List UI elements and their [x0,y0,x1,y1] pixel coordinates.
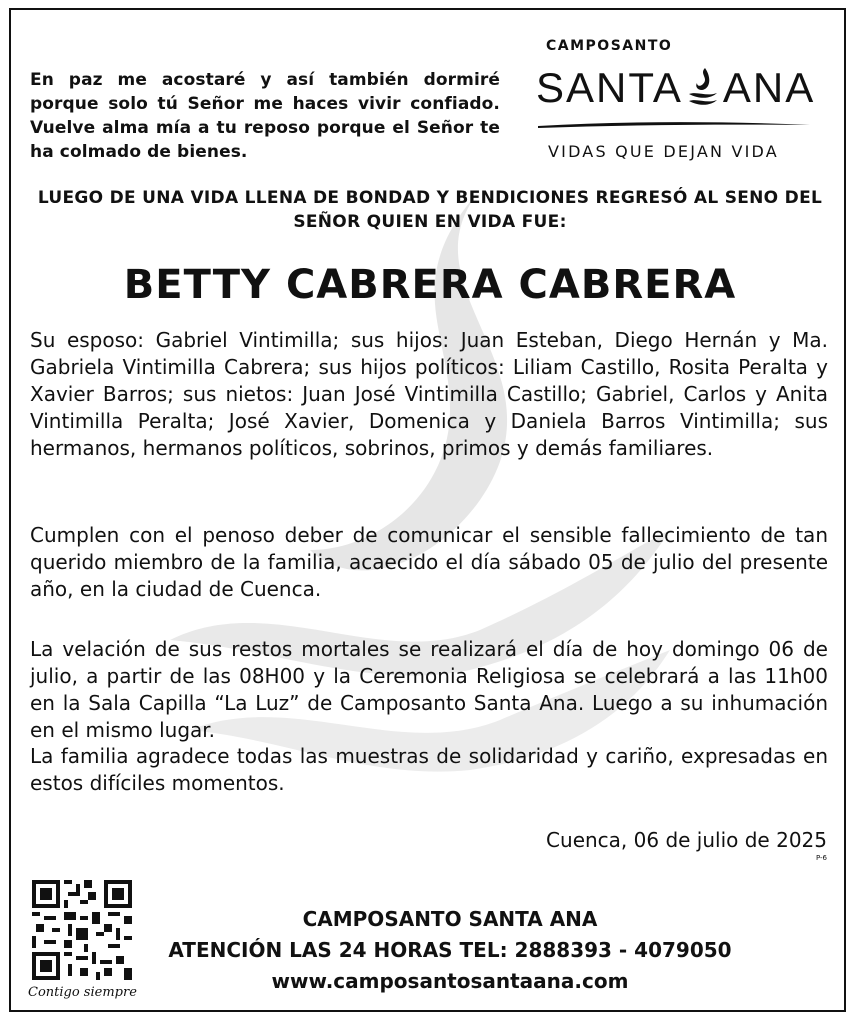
camposanto-logo [530,38,820,168]
footer-company: CAMPOSANTO SANTA ANA [302,907,598,931]
logo-main-text [536,64,815,112]
psalm-verse: En paz me acostaré y así también dormiré porque solo tú Señor me haces vivir confiado. Vuelve alma mía a tu reposo porque el Señor te ha colmado de bienes. [30,70,500,162]
flame-icon [683,64,723,106]
qr-caption: Contigo siempre [28,985,137,1000]
thanks-paragraph: La familia agradece todas las muestras de solidaridad y cariño, expresadas en estos difíciles momentos. [30,744,828,795]
deceased-name: BETTY CABRERA CABRERA [123,262,737,308]
page-code: P-6 [815,854,827,862]
logo-underline [538,120,810,130]
logo-top-text: CAMPOSANTO [546,38,673,54]
footer-contact [150,904,750,997]
qr-code-icon [32,880,132,980]
logo-main-left: SANTA [536,64,683,111]
footer-website[interactable]: www.camposantosantaana.com [271,969,629,993]
announcement-paragraph: Cumplen con el penoso deber de comunicar el sensible fallecimiento de tan querido miembro de la familia, acaecido el día sábado 05 de julio del presente año, en la ciudad de Cuenca. [30,523,828,601]
logo-main-right: ANA [722,64,816,111]
footer-phone: ATENCIÓN LAS 24 HORAS TEL: 2888393 - 4079050 [168,938,732,962]
family-paragraph: Su esposo: Gabriel Vintimilla; sus hijos: Juan Esteban, Diego Hernán y Ma. Gabriela Vintimilla Cabrera; sus hijos políticos: Liliam Castillo, Rosita Peralta y Xavier Barros; sus nietos: Juan José Vintimilla Castillo; Gabriel, Carlos y Anita Vintimilla Peralta; José Xavier, Domenica y Daniela Barros Vintimilla; sus hermanos, hermanos políticos, sobrinos, primos y demás familiares. [30,328,828,460]
dateline: Cuenca, 06 de julio de 2025 [546,828,827,852]
intro-text: LUEGO DE UNA VIDA LLENA DE BONDAD Y BENDICIONES REGRESÓ AL SENO DEL SEÑOR QUIEN EN VIDA FUE: [37,188,823,232]
logo-tagline: VIDAS QUE DEJAN VIDA [548,142,779,161]
ceremony-paragraph: La velación de sus restos mortales se realizará el día de hoy domingo 06 de julio, a partir de las 08H00 y la Ceremonia Religiosa se celebrará a las 11h00 en la Sala Capilla “La Luz” de Camposanto Santa Ana. Luego a su inhumación en el mismo lugar. [30,637,828,742]
